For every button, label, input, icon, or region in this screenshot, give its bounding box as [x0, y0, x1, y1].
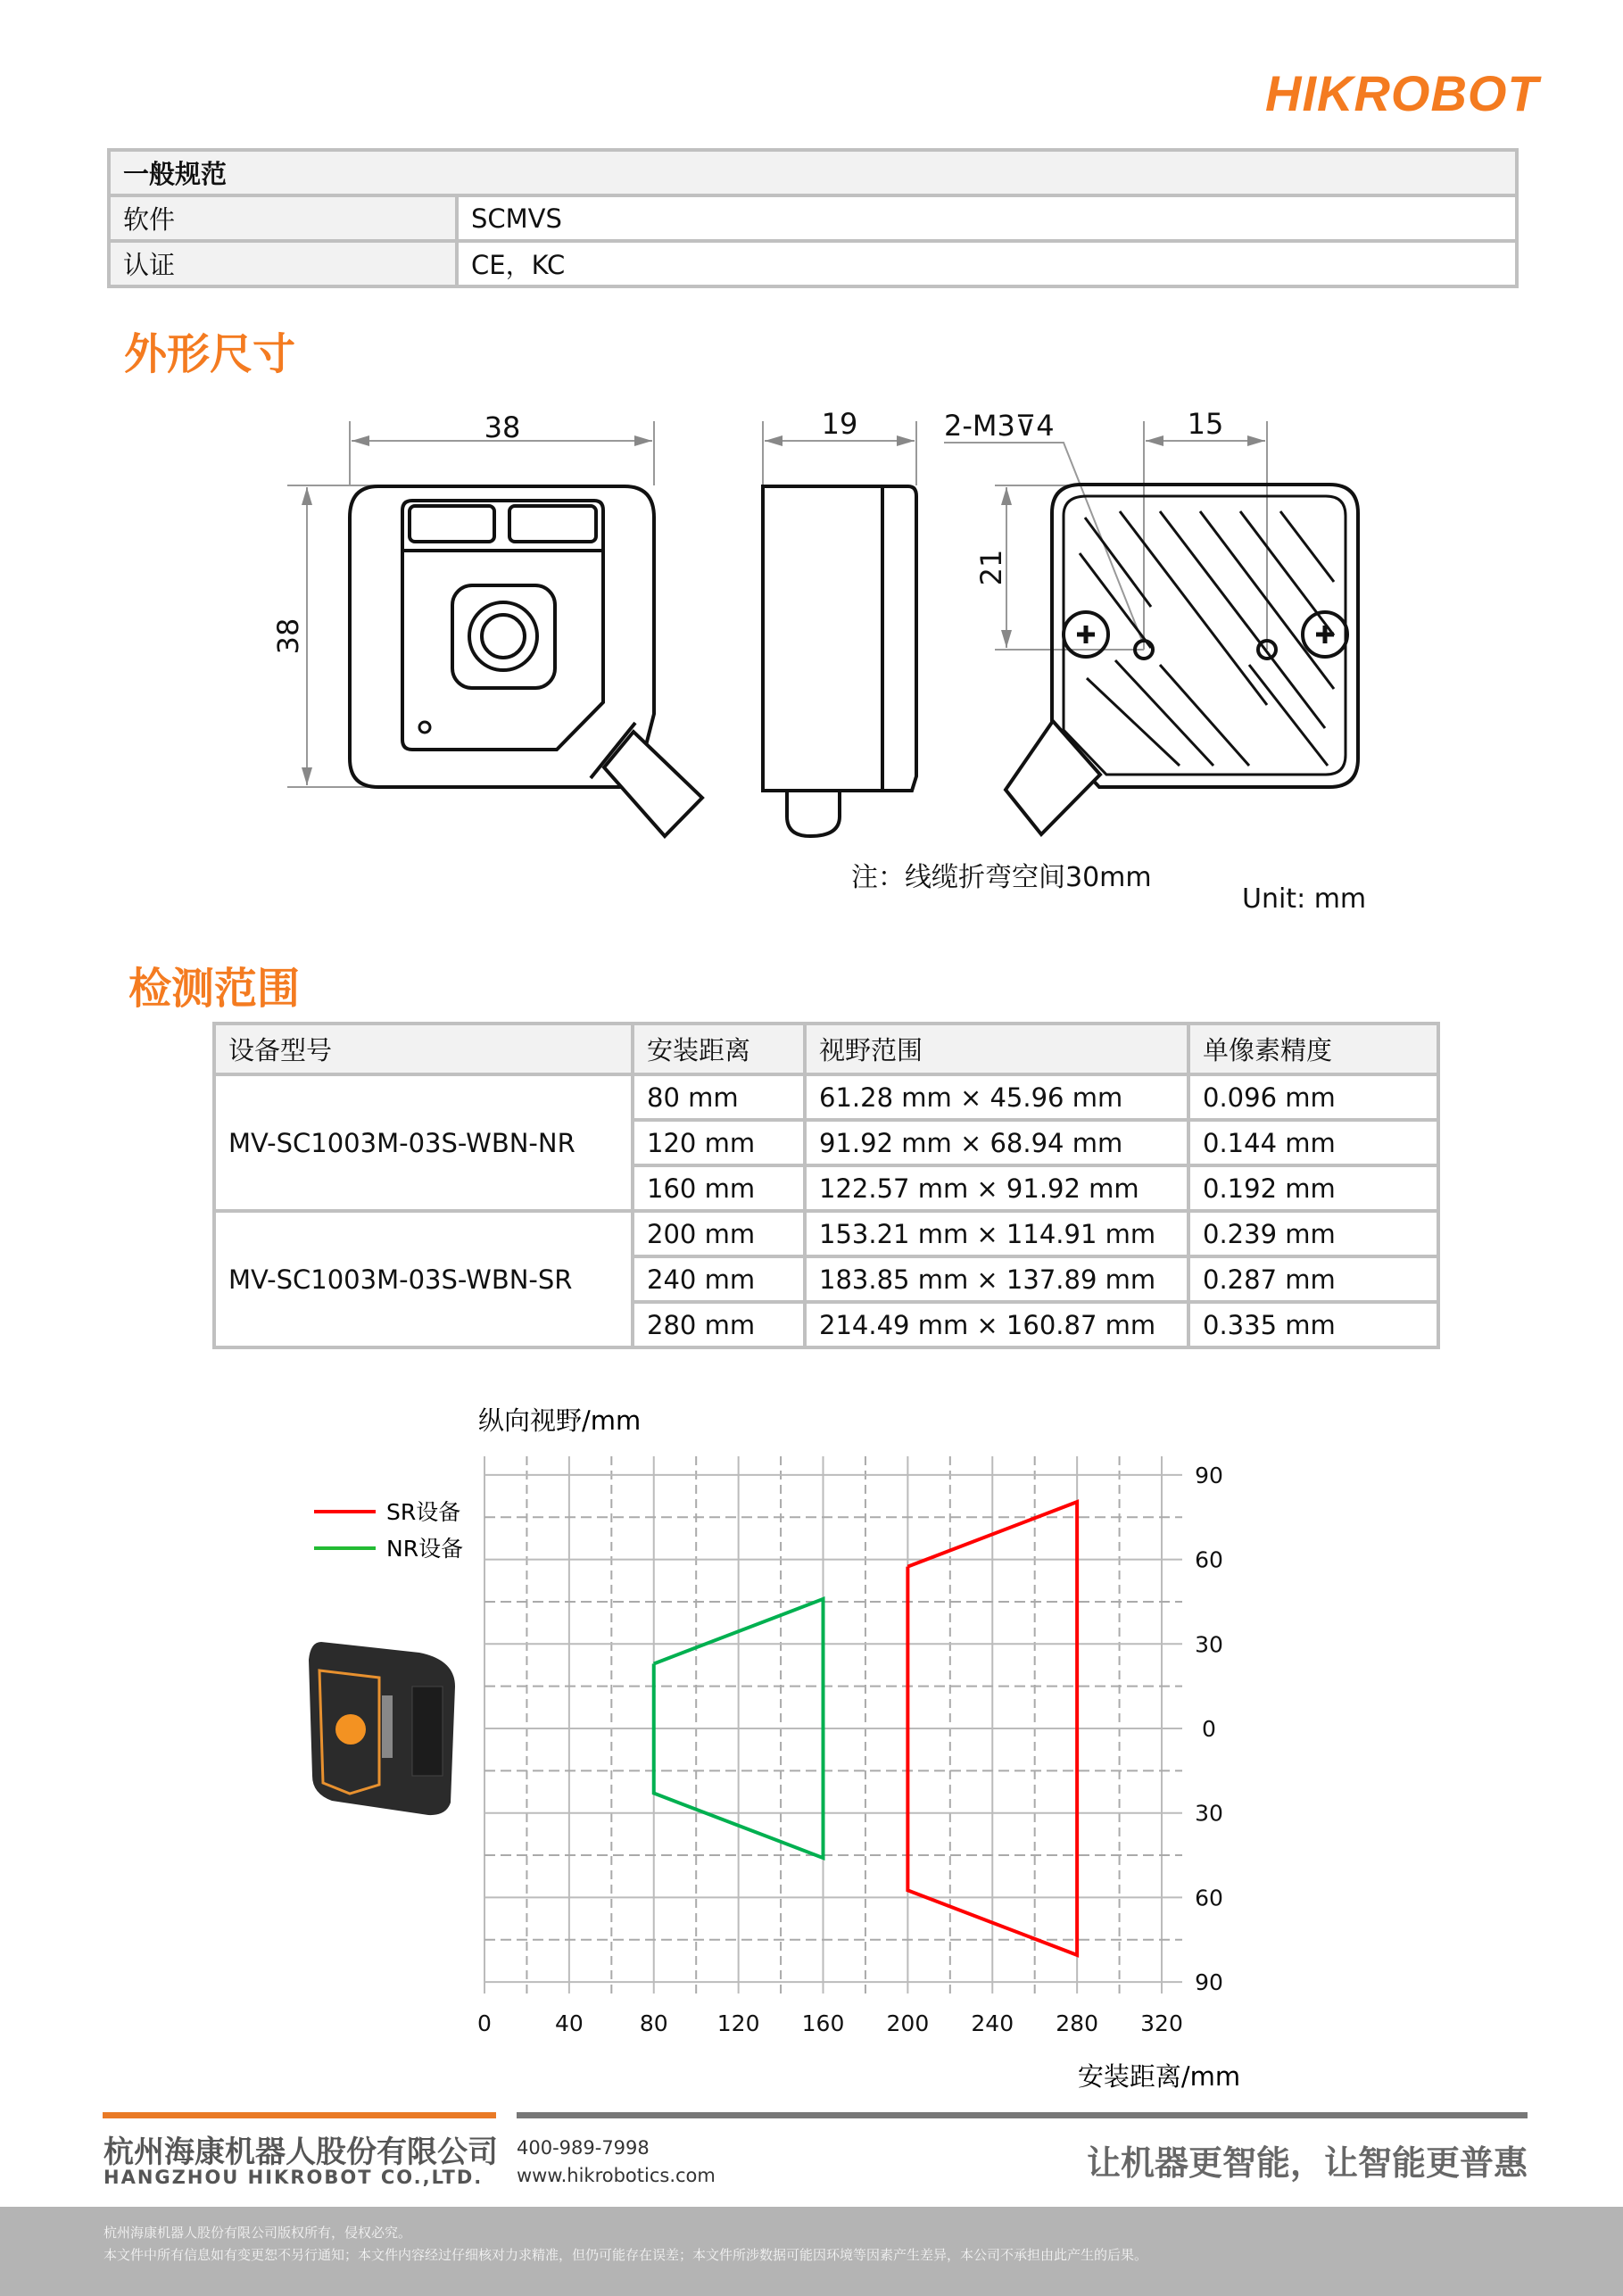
distance-cell: 240 mm	[633, 1256, 805, 1302]
dim-hole-height: 21	[974, 549, 1008, 586]
slogan: 让机器更智能，让智能更普惠	[1086, 2143, 1528, 2183]
precision-cell: 0.096 mm	[1188, 1074, 1438, 1120]
fov-cell: 91.92 mm × 68.94 mm	[805, 1120, 1188, 1165]
header-model: 设备型号	[214, 1024, 633, 1074]
fov-cell: 214.49 mm × 160.87 mm	[805, 1302, 1188, 1347]
spec-value: SCMVS	[457, 195, 1517, 241]
spec-value: CE，KC	[457, 241, 1517, 286]
model-cell: MV-SC1003M-03S-WBN-NR	[214, 1074, 633, 1211]
product-photo	[309, 1642, 455, 1815]
legend-label-sr: SR设备	[386, 1499, 461, 1525]
detection-heading: 检测范围	[128, 964, 301, 1014]
legend	[314, 1499, 463, 1562]
y-tick-label: 0	[1202, 1716, 1216, 1742]
x-axis-label: 安装距离/mm	[1077, 2061, 1241, 2092]
copyright: 杭州海康机器人股份有限公司版权所有，侵权必究。	[104, 2225, 412, 2241]
distance-cell: 120 mm	[633, 1120, 805, 1165]
header-fov: 视野范围	[805, 1024, 1188, 1074]
header-precision: 单像素精度	[1188, 1024, 1438, 1074]
x-tick-label: 0	[477, 2010, 492, 2036]
header-distance: 安装距离	[633, 1024, 805, 1074]
x-tick-label: 120	[716, 2010, 760, 2036]
distance-cell: 80 mm	[633, 1074, 805, 1120]
legend-label-nr: NR设备	[386, 1536, 464, 1562]
website-link[interactable]: www.hikrobotics.com	[517, 2165, 716, 2186]
phone: 400-989-7998	[517, 2137, 650, 2159]
dim-front-height: 38	[271, 618, 305, 655]
x-tick-label: 40	[554, 2010, 584, 2036]
x-tick-label: 200	[886, 2010, 930, 2036]
precision-cell: 0.239 mm	[1188, 1211, 1438, 1256]
dim-front-width: 38	[484, 410, 521, 444]
x-tick-label: 240	[971, 2010, 1014, 2036]
fov-cell: 153.21 mm × 114.91 mm	[805, 1211, 1188, 1256]
y-tick-label: 90	[1195, 1462, 1223, 1488]
general-spec-title: 一般规范	[109, 150, 1517, 195]
x-tick-label: 280	[1056, 2010, 1098, 2036]
footer-divider	[517, 2112, 1528, 2118]
company-name-en: HANGZHOU HIKROBOT CO.,LTD.	[104, 2167, 484, 2188]
y-tick-label: 30	[1195, 1631, 1223, 1658]
x-tick-label: 320	[1140, 2010, 1183, 2036]
footer-accent-bar	[103, 2112, 496, 2118]
precision-cell: 0.335 mm	[1188, 1302, 1438, 1347]
precision-cell: 0.287 mm	[1188, 1256, 1438, 1302]
cable-note: 注：线缆折弯空间30mm	[851, 862, 1152, 893]
dim-hole-spec: 2-M3⊽4	[944, 409, 1055, 443]
x-tick-label: 80	[639, 2010, 668, 2036]
fov-cell: 122.57 mm × 91.92 mm	[805, 1165, 1188, 1211]
model-cell: MV-SC1003M-03S-WBN-SR	[214, 1211, 633, 1347]
x-tick-label: 160	[801, 2010, 845, 2036]
spec-label: 认证	[109, 241, 457, 286]
dim-hole-spacing: 15	[1187, 407, 1224, 441]
unit-label: Unit: mm	[1242, 883, 1367, 915]
distance-cell: 160 mm	[633, 1165, 805, 1211]
y-tick-label: 60	[1195, 1546, 1223, 1573]
dim-side-depth: 19	[821, 407, 858, 441]
y-tick-label: 60	[1195, 1885, 1223, 1911]
dimensions-heading: 外形尺寸	[124, 329, 296, 379]
y-axis-label: 纵向视野/mm	[478, 1405, 642, 1436]
company-name-cn: 杭州海康机器人股份有限公司	[104, 2134, 498, 2170]
y-tick-label: 30	[1195, 1800, 1223, 1827]
precision-cell: 0.144 mm	[1188, 1120, 1438, 1165]
fov-cell: 183.85 mm × 137.89 mm	[805, 1256, 1188, 1302]
fov-cell: 61.28 mm × 45.96 mm	[805, 1074, 1188, 1120]
distance-cell: 280 mm	[633, 1302, 805, 1347]
precision-cell: 0.192 mm	[1188, 1165, 1438, 1211]
hikrobot-logo: HIKROBOT	[1265, 65, 1539, 121]
y-tick-label: 90	[1195, 1969, 1223, 1996]
spec-label: 软件	[109, 195, 457, 241]
disclaimer: 本文件中所有信息如有变更恕不另行通知；本文件内容经过仔细核对力求精准，但仍可能存在误差；本文件所涉数据可能因环境等因素产生差异，本公司不承担由此产生的后果。	[104, 2247, 1148, 2263]
distance-cell: 200 mm	[633, 1211, 805, 1256]
